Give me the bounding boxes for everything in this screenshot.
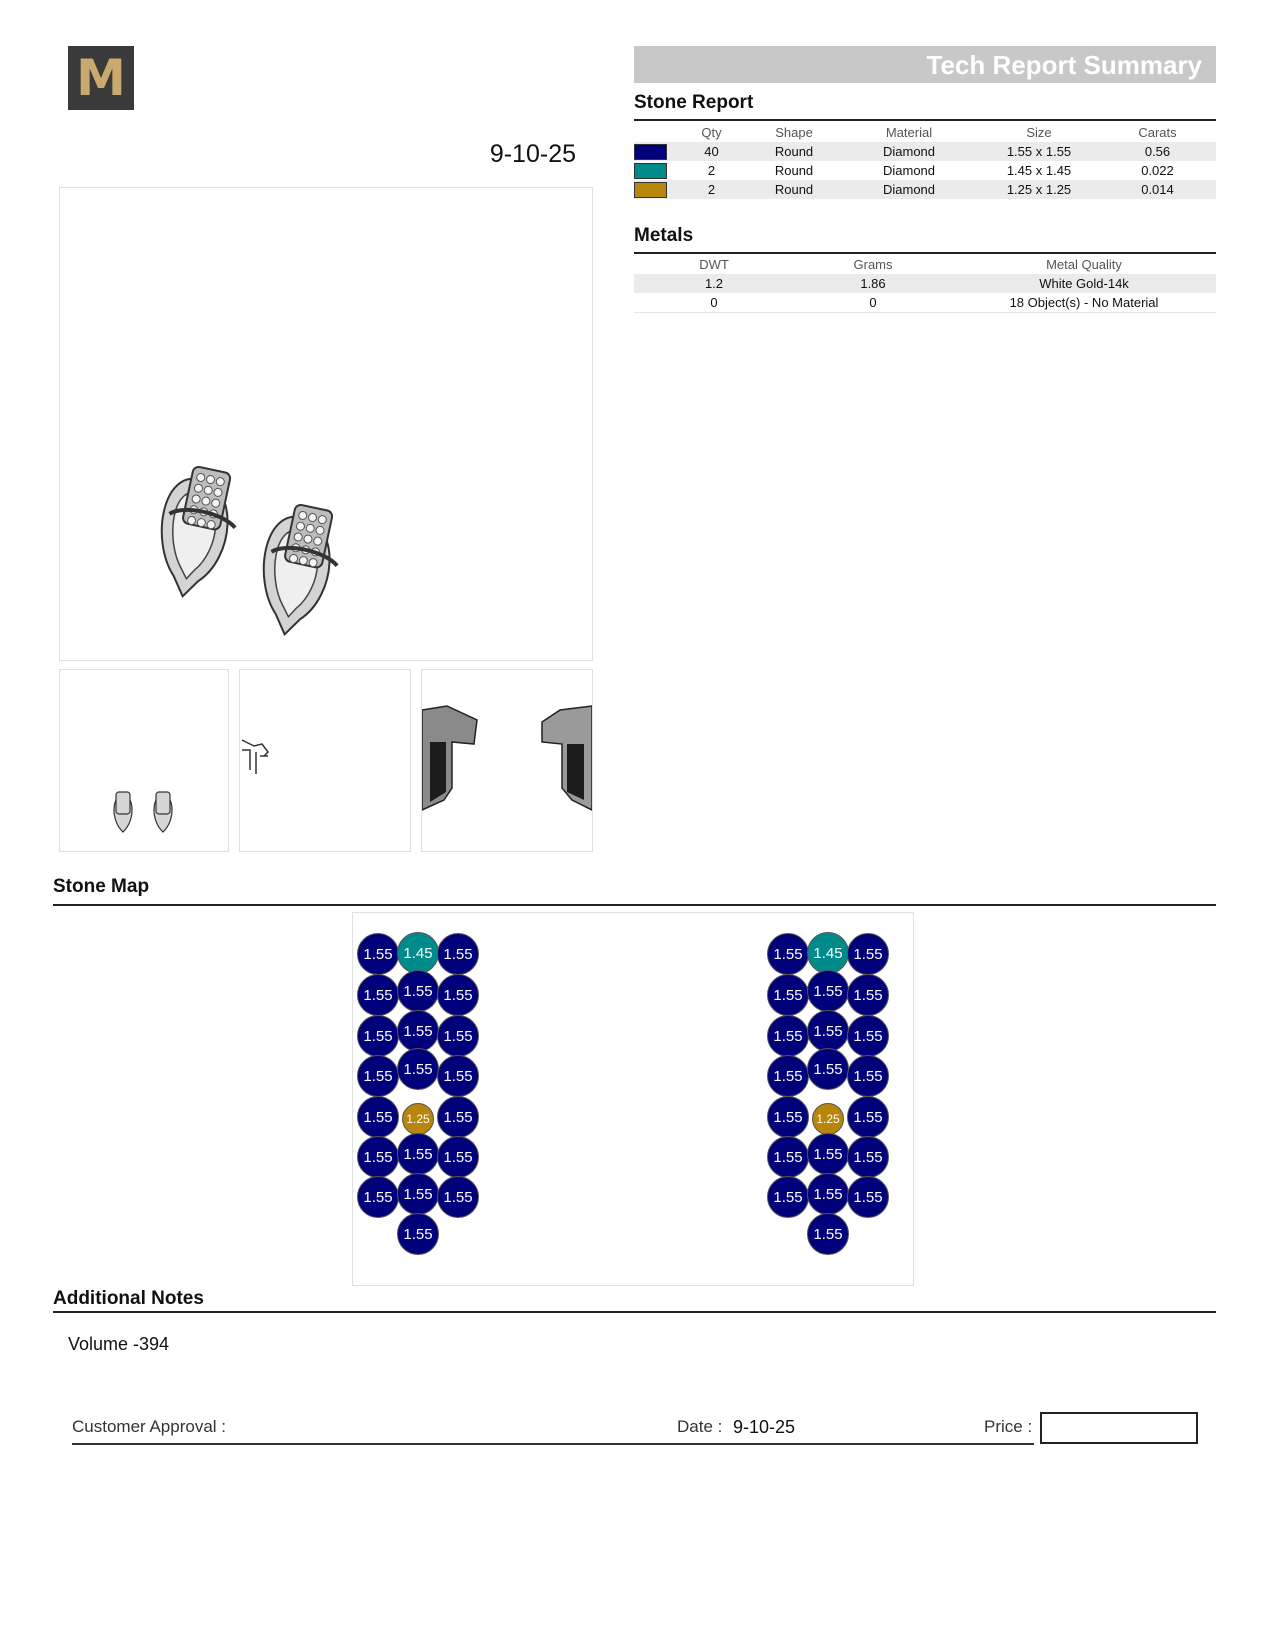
stone-1-55-marker: 1.55 [847,1136,889,1178]
additional-notes-title: Additional Notes [53,1288,204,1309]
stone-1-55-marker: 1.55 [767,1015,809,1057]
company-logo [68,46,134,110]
metals-divider [634,252,1216,254]
table-row [634,161,1216,180]
carats-cell: 0.022 [1141,163,1174,178]
stone-1-55-marker: 1.55 [397,1213,439,1255]
stone-1-55-marker: 1.55 [767,1055,809,1097]
stone-1-55-marker: 1.55 [397,1048,439,1090]
column-header-swatch [634,123,674,142]
size-cell: 1.45 x 1.45 [1006,163,1072,178]
stone-map-divider [53,904,1216,906]
stone-1-55-marker: 1.55 [807,970,849,1012]
metal-quality-cell: 18 Object(s) - No Material [1009,295,1159,310]
price-field[interactable] [1040,1412,1198,1444]
metals-table [634,255,1216,313]
stone-1-55-marker: 1.55 [847,1055,889,1097]
stone-1-55-marker: 1.55 [767,1176,809,1218]
grams-cell: 0 [869,295,877,310]
stone-1-55-marker: 1.55 [847,1176,889,1218]
stone-1-55-marker: 1.55 [807,1133,849,1175]
stone-1-55-marker: 1.55 [767,1096,809,1138]
stone-map-panel [352,912,914,1286]
thumbnail-profile-view [421,669,593,852]
stone-1-55-marker: 1.55 [357,974,399,1016]
stone-1-55-marker: 1.55 [437,1136,479,1178]
material-cell: Diamond [839,142,979,161]
stone-1-55-marker: 1.55 [357,1015,399,1057]
main-render-view [59,187,593,661]
stone-1-55-marker: 1.55 [847,933,889,975]
column-header-qty: Qty [701,125,722,140]
earring-left-render [147,462,245,604]
qty-cell: 2 [674,180,749,199]
dwt-cell: 0 [710,295,718,310]
material-cell: Diamond [839,180,979,199]
stone-1-55-marker: 1.55 [357,1176,399,1218]
column-header-shape: Shape [775,125,813,140]
stone-1-55-marker: 1.55 [847,974,889,1016]
color-swatch [634,163,667,179]
stone-1-55-marker: 1.55 [357,1055,399,1097]
stone-1-55-marker: 1.55 [437,1015,479,1057]
stone-1-55-marker: 1.55 [807,1010,849,1052]
earring-render-image [60,188,592,660]
column-header-metal-quality: Metal Quality [1046,257,1122,272]
stone-1-55-marker: 1.55 [437,1176,479,1218]
material-cell: Diamond [882,163,936,178]
table-row [634,142,1216,161]
shape-cell: Round [749,180,839,199]
stone-1-55-marker: 1.55 [767,933,809,975]
qty-cell: 2 [707,163,716,178]
notes-divider [53,1311,1216,1313]
stone-1-55-marker: 1.55 [397,970,439,1012]
customer-approval-label: Customer Approval : [72,1417,227,1436]
stone-map-title: Stone Map [53,876,150,897]
stone-1-55-marker: 1.55 [437,1055,479,1097]
notes-text: Volume -394 [68,1334,170,1354]
stone-1-55-marker: 1.55 [807,1213,849,1255]
logo-letter: M [76,49,126,107]
date-label: Date : [677,1417,723,1436]
table-row [634,293,1216,313]
carats-cell: 0.014 [1099,180,1216,199]
metals-title: Metals [634,225,694,246]
stone-1-55-marker: 1.55 [437,933,479,975]
stone-1-55-marker: 1.55 [437,974,479,1016]
column-header-material: Material [885,125,933,140]
table-header-row [634,255,1216,274]
stone-1-55-marker: 1.55 [847,1096,889,1138]
stone-1-55-marker: 1.55 [357,1136,399,1178]
stone-1-55-marker: 1.55 [397,1010,439,1052]
stone-1-55-marker: 1.55 [357,1096,399,1138]
column-header-carats: Carats [1138,125,1177,140]
stone-1-25-marker: 1.25 [812,1103,844,1135]
dwt-cell: 1.2 [634,274,794,293]
metal-quality-cell: White Gold-14k [952,274,1216,293]
stone-1-55-marker: 1.55 [807,1048,849,1090]
stone-report-divider [634,119,1216,121]
stone-1-55-marker: 1.55 [437,1096,479,1138]
stone-1-25-marker: 1.25 [402,1103,434,1135]
color-swatch [634,144,667,160]
shape-cell: Round [774,163,814,178]
stone-report-title: Stone Report [634,92,754,113]
price-label: Price : [984,1417,1033,1436]
shape-cell: Round [749,142,839,161]
table-header-row [634,123,1216,142]
color-swatch [634,182,667,198]
stone-1-55-marker: 1.55 [397,1173,439,1215]
earring-right-render [249,500,347,642]
stone-1-45-marker: 1.45 [807,932,849,974]
column-header-grams: Grams [853,257,893,272]
stone-1-45-marker: 1.45 [397,932,439,974]
column-header-dwt: DWT [699,257,729,272]
stone-1-55-marker: 1.55 [397,1133,439,1175]
column-header-size: Size [1026,125,1052,140]
report-title: Tech Report Summary [926,50,1202,80]
stone-1-55-marker: 1.55 [847,1015,889,1057]
size-cell: 1.55 x 1.55 [979,142,1099,161]
size-cell: 1.25 x 1.25 [979,180,1099,199]
grams-cell: 1.86 [794,274,952,293]
approval-date-value: 9-10-25 [733,1417,796,1437]
table-row [634,180,1216,199]
thumbnail-side-view [239,669,411,852]
stone-1-55-marker: 1.55 [807,1173,849,1215]
table-row [634,274,1216,293]
stone-1-55-marker: 1.55 [767,1136,809,1178]
title-bar [634,46,1216,83]
approval-line [72,1413,1034,1445]
stone-1-55-marker: 1.55 [767,974,809,1016]
carats-cell: 0.56 [1099,142,1216,161]
thumbnail-front-view [59,669,229,852]
report-date: 9-10-25 [489,140,576,168]
stone-1-55-marker: 1.55 [357,933,399,975]
stone-report-table [634,123,1216,199]
qty-cell: 40 [674,142,749,161]
